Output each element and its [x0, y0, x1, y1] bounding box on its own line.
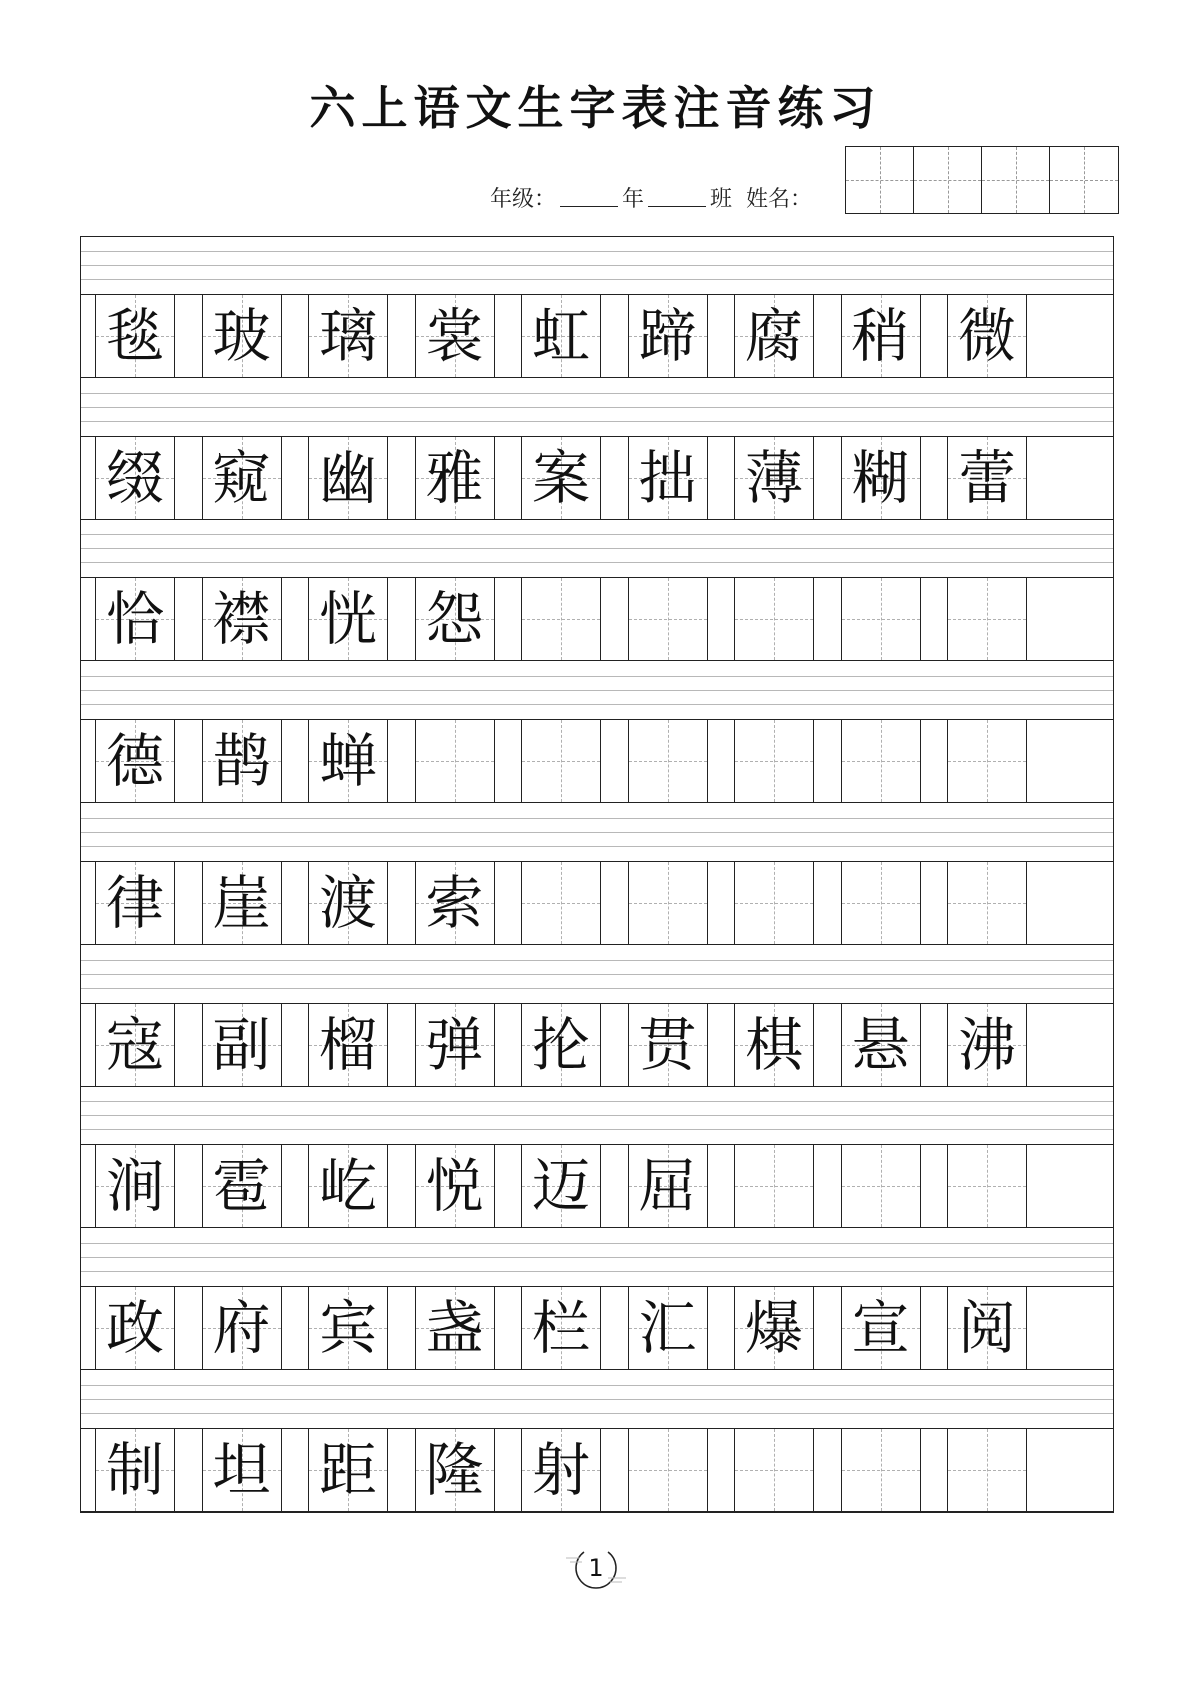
empty-tianzige-cell[interactable] [521, 862, 601, 944]
empty-tianzige-cell[interactable] [947, 1429, 1027, 1511]
character-cell [628, 1287, 708, 1369]
practice-character: 宣 [851, 1293, 910, 1362]
character-cell [202, 1287, 282, 1369]
practice-character: 阅 [957, 1293, 1016, 1362]
empty-tianzige-cell[interactable] [734, 1145, 814, 1227]
pinyin-lines[interactable] [81, 520, 1113, 577]
practice-character: 屈 [638, 1152, 697, 1221]
pinyin-lines[interactable] [81, 662, 1113, 719]
character-cell [628, 1004, 708, 1086]
practice-character: 射 [531, 1435, 590, 1504]
practice-character: 渡 [318, 868, 377, 937]
character-row [81, 294, 1113, 378]
practice-character: 微 [957, 302, 1016, 370]
practice-character: 裳 [425, 302, 484, 370]
practice-character: 涧 [105, 1152, 164, 1221]
practice-character: 雅 [425, 443, 484, 512]
empty-tianzige-cell[interactable] [628, 578, 708, 660]
practice-character: 雹 [212, 1152, 271, 1221]
character-cell [521, 1145, 601, 1227]
name-boxes[interactable] [845, 146, 1119, 214]
practice-character: 虹 [531, 302, 590, 370]
character-cell [734, 1287, 814, 1369]
practice-character: 拙 [638, 443, 697, 512]
character-cell [734, 295, 814, 377]
practice-character: 腐 [744, 302, 803, 370]
character-cell [415, 1145, 495, 1227]
empty-tianzige-cell[interactable] [415, 720, 495, 802]
character-cell [415, 437, 495, 519]
empty-tianzige-cell[interactable] [841, 1429, 921, 1511]
pinyin-lines[interactable] [81, 1087, 1113, 1144]
character-cell [308, 1004, 388, 1086]
practice-character: 贯 [638, 1010, 697, 1079]
character-cell [308, 295, 388, 377]
practice-character: 弹 [425, 1010, 484, 1079]
practice-character: 迈 [531, 1152, 590, 1221]
empty-tianzige-cell[interactable] [521, 578, 601, 660]
character-cell [415, 862, 495, 944]
practice-character: 屹 [318, 1152, 377, 1221]
practice-character: 毯 [105, 302, 164, 370]
empty-tianzige-cell[interactable] [841, 1145, 921, 1227]
character-cell [202, 1145, 282, 1227]
practice-character: 榴 [318, 1010, 377, 1079]
character-cell [202, 1429, 282, 1511]
practice-character: 坦 [212, 1435, 271, 1504]
character-cell [95, 295, 175, 377]
character-cell [628, 437, 708, 519]
character-cell [415, 1287, 495, 1369]
practice-character: 副 [212, 1010, 271, 1079]
character-cell [95, 1145, 175, 1227]
practice-character: 制 [105, 1435, 164, 1504]
pinyin-lines[interactable] [81, 946, 1113, 1003]
character-cell [734, 437, 814, 519]
character-cell [521, 295, 601, 377]
character-cell [841, 1004, 921, 1086]
empty-tianzige-cell[interactable] [521, 720, 601, 802]
practice-character: 恰 [105, 585, 164, 654]
character-row [81, 1003, 1113, 1087]
practice-character: 距 [318, 1435, 377, 1504]
name-box[interactable] [846, 147, 914, 213]
empty-tianzige-cell[interactable] [841, 578, 921, 660]
character-cell [628, 1145, 708, 1227]
character-cell [308, 578, 388, 660]
practice-character: 悬 [851, 1010, 910, 1079]
character-cell [308, 720, 388, 802]
character-row [81, 1144, 1113, 1228]
character-cell [415, 295, 495, 377]
practice-character: 蝉 [318, 727, 377, 796]
empty-tianzige-cell[interactable] [628, 720, 708, 802]
character-cell [415, 1004, 495, 1086]
character-row [81, 1428, 1113, 1512]
character-cell [521, 437, 601, 519]
practice-character: 糊 [851, 443, 910, 512]
practice-character: 抡 [531, 1010, 590, 1079]
empty-tianzige-cell[interactable] [734, 720, 814, 802]
year-label: 年 [622, 186, 645, 212]
practice-character: 律 [105, 868, 164, 937]
class-label: 班 [710, 186, 733, 212]
character-cell [95, 437, 175, 519]
practice-character: 恍 [318, 585, 377, 654]
character-row [81, 719, 1113, 803]
character-cell [308, 862, 388, 944]
empty-tianzige-cell[interactable] [734, 578, 814, 660]
character-cell [521, 1429, 601, 1511]
practice-character: 隆 [425, 1435, 484, 1504]
pinyin-lines[interactable] [81, 379, 1113, 436]
character-cell [947, 295, 1027, 377]
empty-tianzige-cell[interactable] [947, 578, 1027, 660]
character-cell [308, 437, 388, 519]
practice-character: 崖 [212, 868, 271, 937]
character-cell [202, 1004, 282, 1086]
practice-character: 蹄 [638, 302, 697, 370]
character-cell [628, 295, 708, 377]
practice-character: 鹊 [212, 727, 271, 796]
character-cell [947, 437, 1027, 519]
name-box[interactable] [1050, 147, 1118, 213]
practice-character: 德 [105, 727, 164, 796]
practice-character: 汇 [638, 1293, 697, 1362]
pinyin-lines[interactable] [81, 1229, 1113, 1286]
page-title: 六上语文生字表注音练习 [309, 81, 882, 135]
practice-character: 索 [425, 868, 484, 937]
pinyin-lines[interactable] [81, 804, 1113, 861]
pinyin-lines[interactable] [81, 1371, 1113, 1428]
practice-character: 稍 [851, 302, 910, 370]
empty-tianzige-cell[interactable] [734, 862, 814, 944]
character-cell [734, 1004, 814, 1086]
empty-tianzige-cell[interactable] [947, 862, 1027, 944]
character-cell [947, 1004, 1027, 1086]
character-row [81, 861, 1113, 945]
character-cell [95, 1004, 175, 1086]
practice-character: 璃 [318, 302, 377, 370]
character-cell [308, 1429, 388, 1511]
grade-blank[interactable] [560, 187, 618, 207]
practice-character: 宾 [318, 1293, 377, 1362]
practice-character: 寇 [105, 1010, 164, 1079]
grade-label: 年级： [490, 186, 557, 212]
practice-grid [80, 236, 1114, 1513]
practice-character: 幽 [318, 443, 377, 512]
name-box[interactable] [914, 147, 982, 213]
character-cell [95, 1287, 175, 1369]
practice-character: 悦 [425, 1152, 484, 1221]
character-cell [841, 1287, 921, 1369]
character-cell [521, 1287, 601, 1369]
character-cell [95, 862, 175, 944]
character-cell [202, 295, 282, 377]
name-label: 姓名： [746, 186, 813, 212]
practice-character: 蕾 [957, 443, 1016, 512]
empty-tianzige-cell[interactable] [841, 720, 921, 802]
practice-character: 怨 [425, 585, 484, 654]
empty-tianzige-cell[interactable] [628, 1429, 708, 1511]
student-info [490, 182, 812, 212]
name-box[interactable] [982, 147, 1050, 213]
empty-tianzige-cell[interactable] [734, 1429, 814, 1511]
practice-character: 府 [212, 1293, 271, 1362]
practice-character: 襟 [212, 585, 271, 654]
class-blank[interactable] [648, 187, 706, 207]
page-number: 1 [588, 1554, 604, 1582]
character-cell [415, 578, 495, 660]
character-cell [308, 1145, 388, 1227]
practice-character: 窥 [212, 443, 271, 512]
practice-character: 玻 [212, 302, 271, 370]
character-cell [95, 578, 175, 660]
practice-character: 案 [531, 443, 590, 512]
character-cell [521, 1004, 601, 1086]
character-cell [308, 1287, 388, 1369]
character-cell [202, 862, 282, 944]
practice-character: 薄 [744, 443, 803, 512]
practice-character: 棋 [744, 1010, 803, 1079]
practice-character: 盏 [425, 1293, 484, 1362]
character-cell [95, 720, 175, 802]
practice-character: 爆 [744, 1293, 803, 1362]
character-cell [202, 720, 282, 802]
practice-character: 政 [105, 1293, 164, 1362]
character-row [81, 436, 1113, 520]
pinyin-lines[interactable] [81, 237, 1113, 294]
empty-tianzige-cell[interactable] [628, 862, 708, 944]
character-row [81, 577, 1113, 661]
practice-character: 缀 [105, 443, 164, 512]
practice-character: 栏 [531, 1293, 590, 1362]
character-cell [415, 1429, 495, 1511]
character-cell [202, 578, 282, 660]
empty-tianzige-cell[interactable] [947, 720, 1027, 802]
character-cell [95, 1429, 175, 1511]
practice-character: 沸 [957, 1010, 1016, 1079]
character-cell [841, 295, 921, 377]
empty-tianzige-cell[interactable] [841, 862, 921, 944]
character-cell [841, 437, 921, 519]
character-cell [202, 437, 282, 519]
empty-tianzige-cell[interactable] [947, 1145, 1027, 1227]
character-row [81, 1286, 1113, 1370]
character-cell [947, 1287, 1027, 1369]
